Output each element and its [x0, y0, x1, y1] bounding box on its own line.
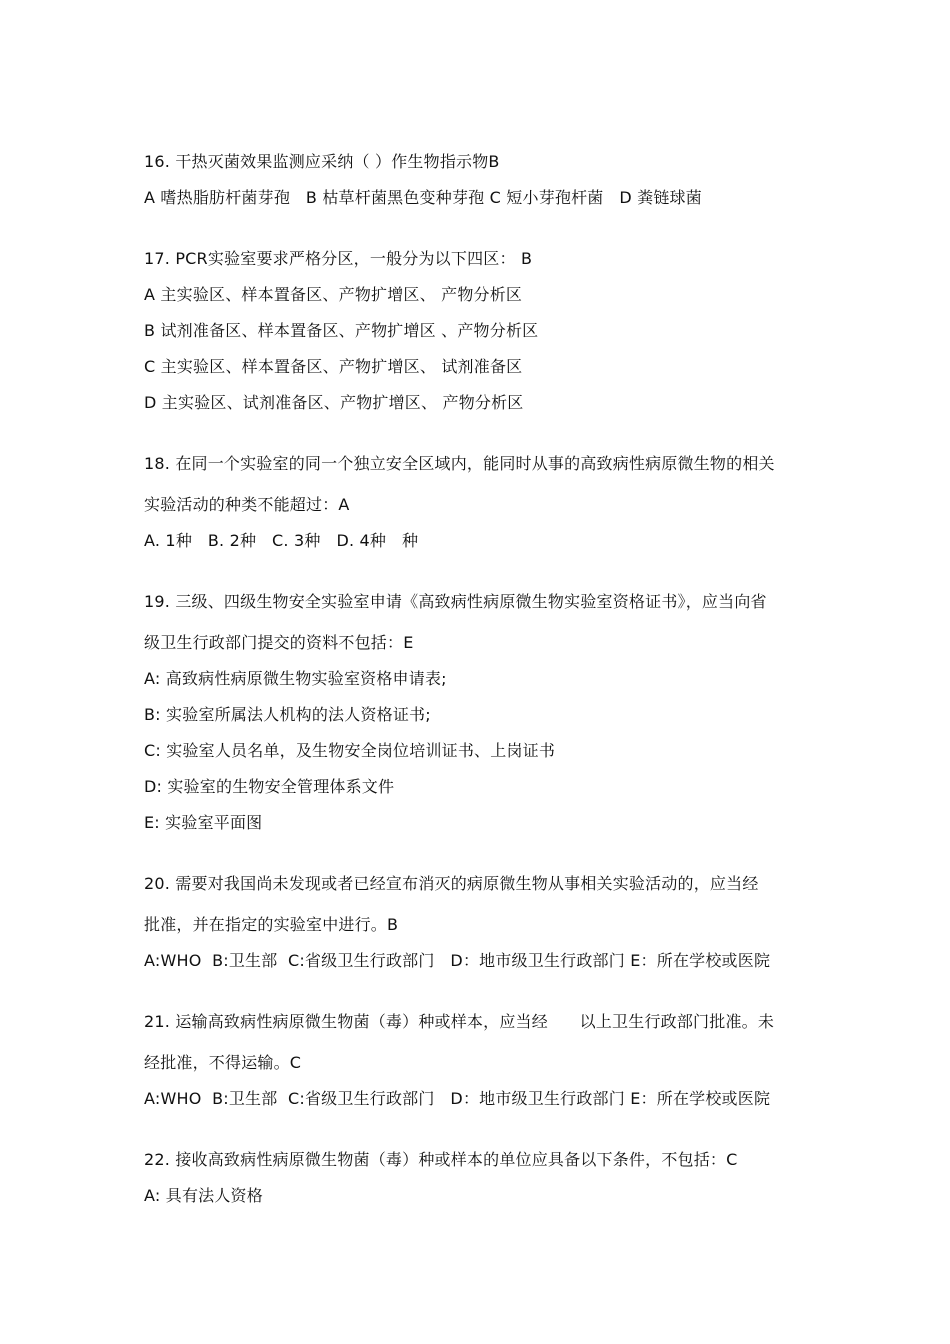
- question-18-options: A. 1种 B. 2种 C. 3种 D. 4种 种: [144, 531, 419, 550]
- question-19-text-line-1: 19. 三级、四级生物安全实验室申请《高致病性病原微生物实验室资格证书》，应当向省: [144, 592, 767, 611]
- question-20-options: A:WHO B:卫生部 C:省级卫生行政部门 D：地市级卫生行政部门 E：所在学校或医院: [144, 951, 771, 970]
- question-19-option-e: E: 实验室平面图: [144, 813, 263, 832]
- question-19-option-b: B: 实验室所属法人机构的法人资格证书;: [144, 705, 431, 724]
- question-19-option-d: D: 实验室的生物安全管理体系文件: [144, 777, 395, 796]
- question-22-text: 22. 接收高致病性病原微生物菌（毒）种或样本的单位应具备以下条件，不包括：C: [144, 1150, 738, 1169]
- question-17-text: 17. PCR实验室要求严格分区，一般分为以下四区： B: [144, 249, 533, 268]
- question-16-options: A 嗜热脂肪杆菌芽孢 B 枯草杆菌黑色变种芽孢 C 短小芽孢杆菌 D 粪链球菌: [144, 188, 702, 207]
- question-19-option-c: C: 实验室人员名单，及生物安全岗位培训证书、上岗证书: [144, 741, 556, 760]
- question-17-option-d: D 主实验区、试剂准备区、产物扩增区、 产物分析区: [144, 393, 524, 412]
- question-16-text: 16. 干热灭菌效果监测应采纳（ ）作生物指示物B: [144, 152, 500, 171]
- question-21-options: A:WHO B:卫生部 C:省级卫生行政部门 D：地市级卫生行政部门 E：所在学校或医院: [144, 1089, 771, 1108]
- question-17-option-c: C 主实验区、样本置备区、产物扩增区、 试剂准备区: [144, 357, 523, 376]
- question-22-option-a: A: 具有法人资格: [144, 1186, 263, 1205]
- question-18-text-line-1: 18. 在同一个实验室的同一个独立安全区域内，能同时从事的高致病性病原微生物的相关: [144, 454, 775, 473]
- question-19-text-line-2: 级卫生行政部门提交的资料不包括：E: [144, 633, 414, 652]
- question-20-text-line-1: 20. 需要对我国尚未发现或者已经宣布消灭的病原微生物从事相关实验活动的，应当经: [144, 874, 759, 893]
- question-20-text-line-2: 批准，并在指定的实验室中进行。B: [144, 915, 399, 934]
- question-19-option-a: A: 高致病性病原微生物实验室资格申请表;: [144, 669, 447, 688]
- question-21-text-line-2: 经批准，不得运输。C: [144, 1053, 302, 1072]
- question-17-option-b: B 试剂准备区、样本置备区、产物扩增区 、产物分析区: [144, 321, 539, 340]
- question-21-text-line-1: 21. 运输高致病性病原微生物菌（毒）种或样本，应当经 以上卫生行政部门批准。未: [144, 1012, 775, 1031]
- question-18-text-line-2: 实验活动的种类不能超过：A: [144, 495, 350, 514]
- question-17-option-a: A 主实验区、样本置备区、产物扩增区、 产物分析区: [144, 285, 523, 304]
